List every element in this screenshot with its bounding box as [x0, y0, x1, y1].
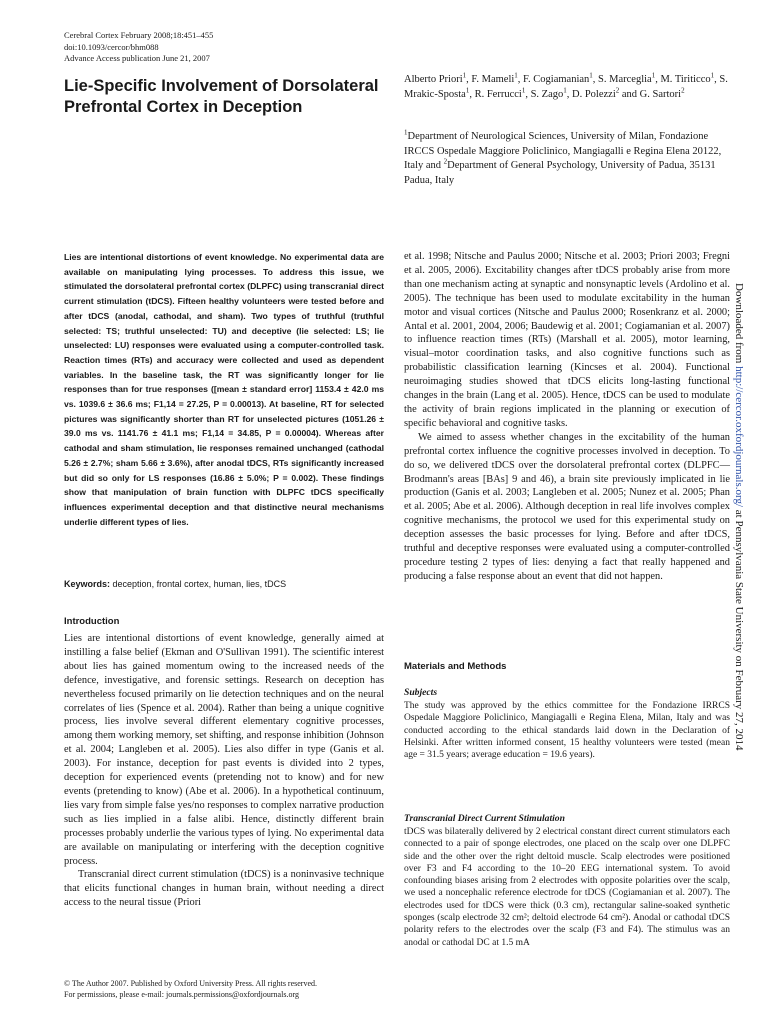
keywords [64, 578, 384, 590]
affiliations [404, 130, 730, 188]
right-column-text [404, 250, 730, 584]
introduction-paragraph: Transcranial direct current stimulation (tDCS) is a noninvasive technique that elicits functional changes in human brain, without needing a direct access to the neural tissue (Priori [64, 869, 384, 909]
introduction-heading: Introduction [64, 616, 120, 627]
journal-doi: doi:10.1093/cercor/bhm088 [64, 41, 159, 52]
introduction-paragraph: Lies are intentional distortions of event knowledge, generally aimed at instilling a false belief (Ekman and O'Sullivan 1991). The scientific interest about lies has gained momentum owing to the increased needs of the defence, investigative, and forensic settings. Research on deception has nevertheless focused primarily on lie detection techniques and on the neural correlates of lies (Spence et al. 2004). Rather than being a unique cognitive process, lies involve several different elementary cognitive processes, among them working memory, set shifting, and response inhibition (Johnson et al. 2004; Langleben et al. 2005). Lies also differ in type (Ganis et al. 2003). For instance, deception for past events is divided into 2 types, deception for experienced events (pretending not to know) and for new events (pretending to know) (Abe et al. 2006). In a hypothetical continuum, lies vary from simple false yes/no responses to complex narrative production such as lies implied in a false alibi. Hence, distinctly different brain processes probably underlie the various types of lying. No experimental data are available on manipulating or interfering with the deception cognitive process. [64, 633, 384, 867]
author-affiliation-marker: 1 [563, 86, 567, 94]
author-affiliation-marker: 1 [651, 71, 656, 80]
author-affiliation-marker: 1 [710, 71, 715, 80]
introduction-body [64, 632, 384, 910]
body-paragraph: We aimed to assess whether changes in the excitability of the human prefrontal cortex influence the cognitive processes involved in deception. To do so, we delivered tDCS over the dorsolateral prefrontal cortex (DLPFC—Brodmann's areas [BAs] 9 and 46), a brain site previously implicated in lie production (Ganis et al. 2003; Langleben et al. 2005; Nunez et al. 2005; Phan et al. 2005; Abe et al. 2006). Although deception in real life involves complex cognitive mechanisms, the protocol we used for this experimental study on deception assesses the basic processes for lying. Before and after tDCS, truthful and deceptive responses were evaluated using a computer-controlled procedure testing 2 types of lies: denying a fact that really happened and producing a false response about an event that did not happen. [404, 431, 730, 582]
author-name: F. Mameli [471, 74, 515, 85]
author-affiliation-marker: 1 [462, 71, 467, 80]
page-footer [64, 978, 384, 1000]
subjects-heading: Subjects [404, 687, 438, 698]
author-name: Alberto Priori [404, 74, 463, 85]
author-affiliation-marker: 1 [589, 71, 593, 80]
advance-access-date: Advance Access publication June 21, 2007 [64, 53, 210, 63]
permissions-notice: For permissions, please e-mail: journals.permissions@oxfordjournals.org [64, 990, 299, 999]
author-name: S. Mrakic-Sposta [404, 74, 728, 100]
keywords-text: deception, frontal cortex, human, lies, tDCS [112, 579, 287, 589]
author-name: R. Ferrucci [474, 88, 522, 100]
abstract: Lies are intentional distortions of event knowledge. No experimental data are available on manipulating lying processes. To address this issue, we stimulated the dorsolateral prefrontal cortex (DLPFC) using transcranial direct current stimulation (tDCS). Fifteen healthy volunteers were tested before and after tDCS (anodal, cathodal, and sham). Two types of truthful (truthful selected: TS; truthful unselected: TU) and deceptive (lie selected: LS; lie unselected: LU) responses were evaluated using a computer-controlled task. Reaction times (RTs) and accuracy were collected and used as dependent variables. In the baseline task, the RT was significantly longer for lie responses than for true responses ([mean ± standard error] 1153.4 ± 42.0 ms vs. 1039.6 ± 36.6 ms; F1,14 = 27.25, P = 0.00013). At baseline, RT for selected pictures was significantly shorter than RT for unselected pictures (1051.26 ± 39.0 ms vs. 1141.76 ± 41.1 ms; F1,14 = 34.85, P = 0.00004). Whereas after cathodal and sham stimulation, lie responses remained unchanged (cathodal 5.26 ± 2.7%; sham 5.66 ± 3.6%), after anodal tDCS, RTs significantly increased but did so only for LS responses (16.86 ± 5.0%; P = 0.002). These findings show that manipulation of brain function with DLPFC tDCS specifically influences experimental deception and that distinctive neural mechanisms underlie different types of lies. [64, 252, 384, 527]
affiliation-1-text: Department of Neurological Sciences, University of Milan, Fondazione IRCCS Ospedale Maggiore Policlinico, Mangiagalli e Regina Elena 20122, Italy and [404, 131, 722, 171]
tdcs-text: tDCS was bilaterally delivered by 2 electrical constant direct current stimulators each connected to a pair of sponge electrodes, one placed on the scalp over one DLPFC side and the other over the right deltoid muscle. Scalp electrodes were positioned over F3 and F4 according to the 10–20 EEG international system. To avoid confounding biases arising from 2 electrodes with opposite polarities over the scalp, we used a noncephalic reference electrode for tDCS (Cogiamanian et al. 2007). The electrodes used for tDCS were thick (0.3 cm), rectangular saline-soaked synthetic sponges (scalp electrode 32 cm²; deltoid electrode 64 cm²). Anodal or cathodal tDCS polarity refers to the electrodes over the scalp (F3 and F4). The stimulus was an anodal or cathodal DC at 1.5 mA [404, 827, 730, 948]
affiliation-2-text: Department of General Psychology, University of Padua, 35131 Padua, Italy [404, 160, 716, 186]
journal-citation: Cerebral Cortex February 2008;18:451–455 [64, 30, 214, 40]
author-list: Alberto Priori$^1$, F. Mameli$^1$, F. Cogiamanian$^1$, S. Marceglia$^1$, M. Tiriticco$^1$, S. Mrakic-Sposta$^1$, R. Ferrucci$^1$, S. Zago$^1$, D. Polezzi$^2$ and G. Sartori$^2$ [404, 71, 728, 100]
author-name: G. Sartori [639, 88, 682, 100]
author-affiliation-marker: 2 [681, 86, 685, 94]
author-name: S. Zago [530, 88, 564, 100]
keywords-label: Keywords: [64, 579, 111, 589]
journal-metadata [64, 30, 364, 65]
subjects-text: The study was approved by the ethics committee for the Fondazione IRRCS Ospedale Maggiore Policlinico, Mangiagalli e Regina Elena, Milan, Italy and was conducted according to the ethical standards laid down in the Declaration of Helsinki. After written informed consent, 15 healthy volunteers were tested (mean age = 31.5 years; average education = 19.6 years). [404, 701, 730, 761]
download-suffix: at Pennsylvania State University on February 27, 2014 [733, 507, 745, 751]
author-affiliation-marker: 1 [465, 86, 470, 94]
author-name: M. Tiriticco [660, 74, 711, 85]
affiliation-2-marker: 2 [443, 157, 448, 166]
author-affiliation-marker: 2 [615, 86, 620, 94]
body-paragraph: et al. 1998; Nitsche and Paulus 2000; Nitsche et al. 2003; Priori 2003; Fregni et al. 2005, 2006). Excitability changes after tDCS probably arise from more than one mechanism acting at synaptic and nonsynaptic levels (Ardolino et al. 2005). The technique has been used to modulate excitability in the human motor and visual cortices (Nitsche and Paulus 2000; Rosenkranz et al. 2000; Antal et al. 2001, 2004, 2006; Baudewig et al. 2001; Cogiamanian et al. 2007) to influence reaction times (RTs) (Marshall et al. 2005), motor learning, visual–motor coordination tasks, and also cognitive functions such as probabilistic classification learning (Kincses et al. 2004). Functional neuroimaging studies showed that tDCS elicits long-lasting functional changes in the brain (Lang et al. 2005). Hence, tDCS can be used to modulate the activity of brain regions implicated in the planning or execution of specific behavioral and cognitive tasks. [404, 251, 730, 429]
download-watermark [733, 283, 745, 763]
copyright-notice: © The Author 2007. Published by Oxford University Press. All rights reserved. [64, 979, 318, 988]
download-prefix: Downloaded from [733, 283, 745, 367]
tdcs-heading: Transcranial Direct Current Stimulation [404, 813, 565, 824]
methods-heading: Materials and Methods [404, 661, 507, 672]
author-name: D. Polezzi [572, 88, 616, 100]
author-name: F. Cogiamanian [523, 74, 590, 85]
download-link[interactable]: http://cercor.oxfordjournals.org/ [733, 366, 745, 508]
author-name: S. Marceglia [598, 74, 652, 85]
author-affiliation-marker: 1 [514, 71, 518, 80]
author-affiliation-marker: 1 [521, 86, 526, 94]
article-title: Lie-Specific Involvement of Dorsolateral Prefrontal Cortex in Deception [64, 77, 379, 116]
affiliation-1-marker: 1 [404, 128, 408, 137]
